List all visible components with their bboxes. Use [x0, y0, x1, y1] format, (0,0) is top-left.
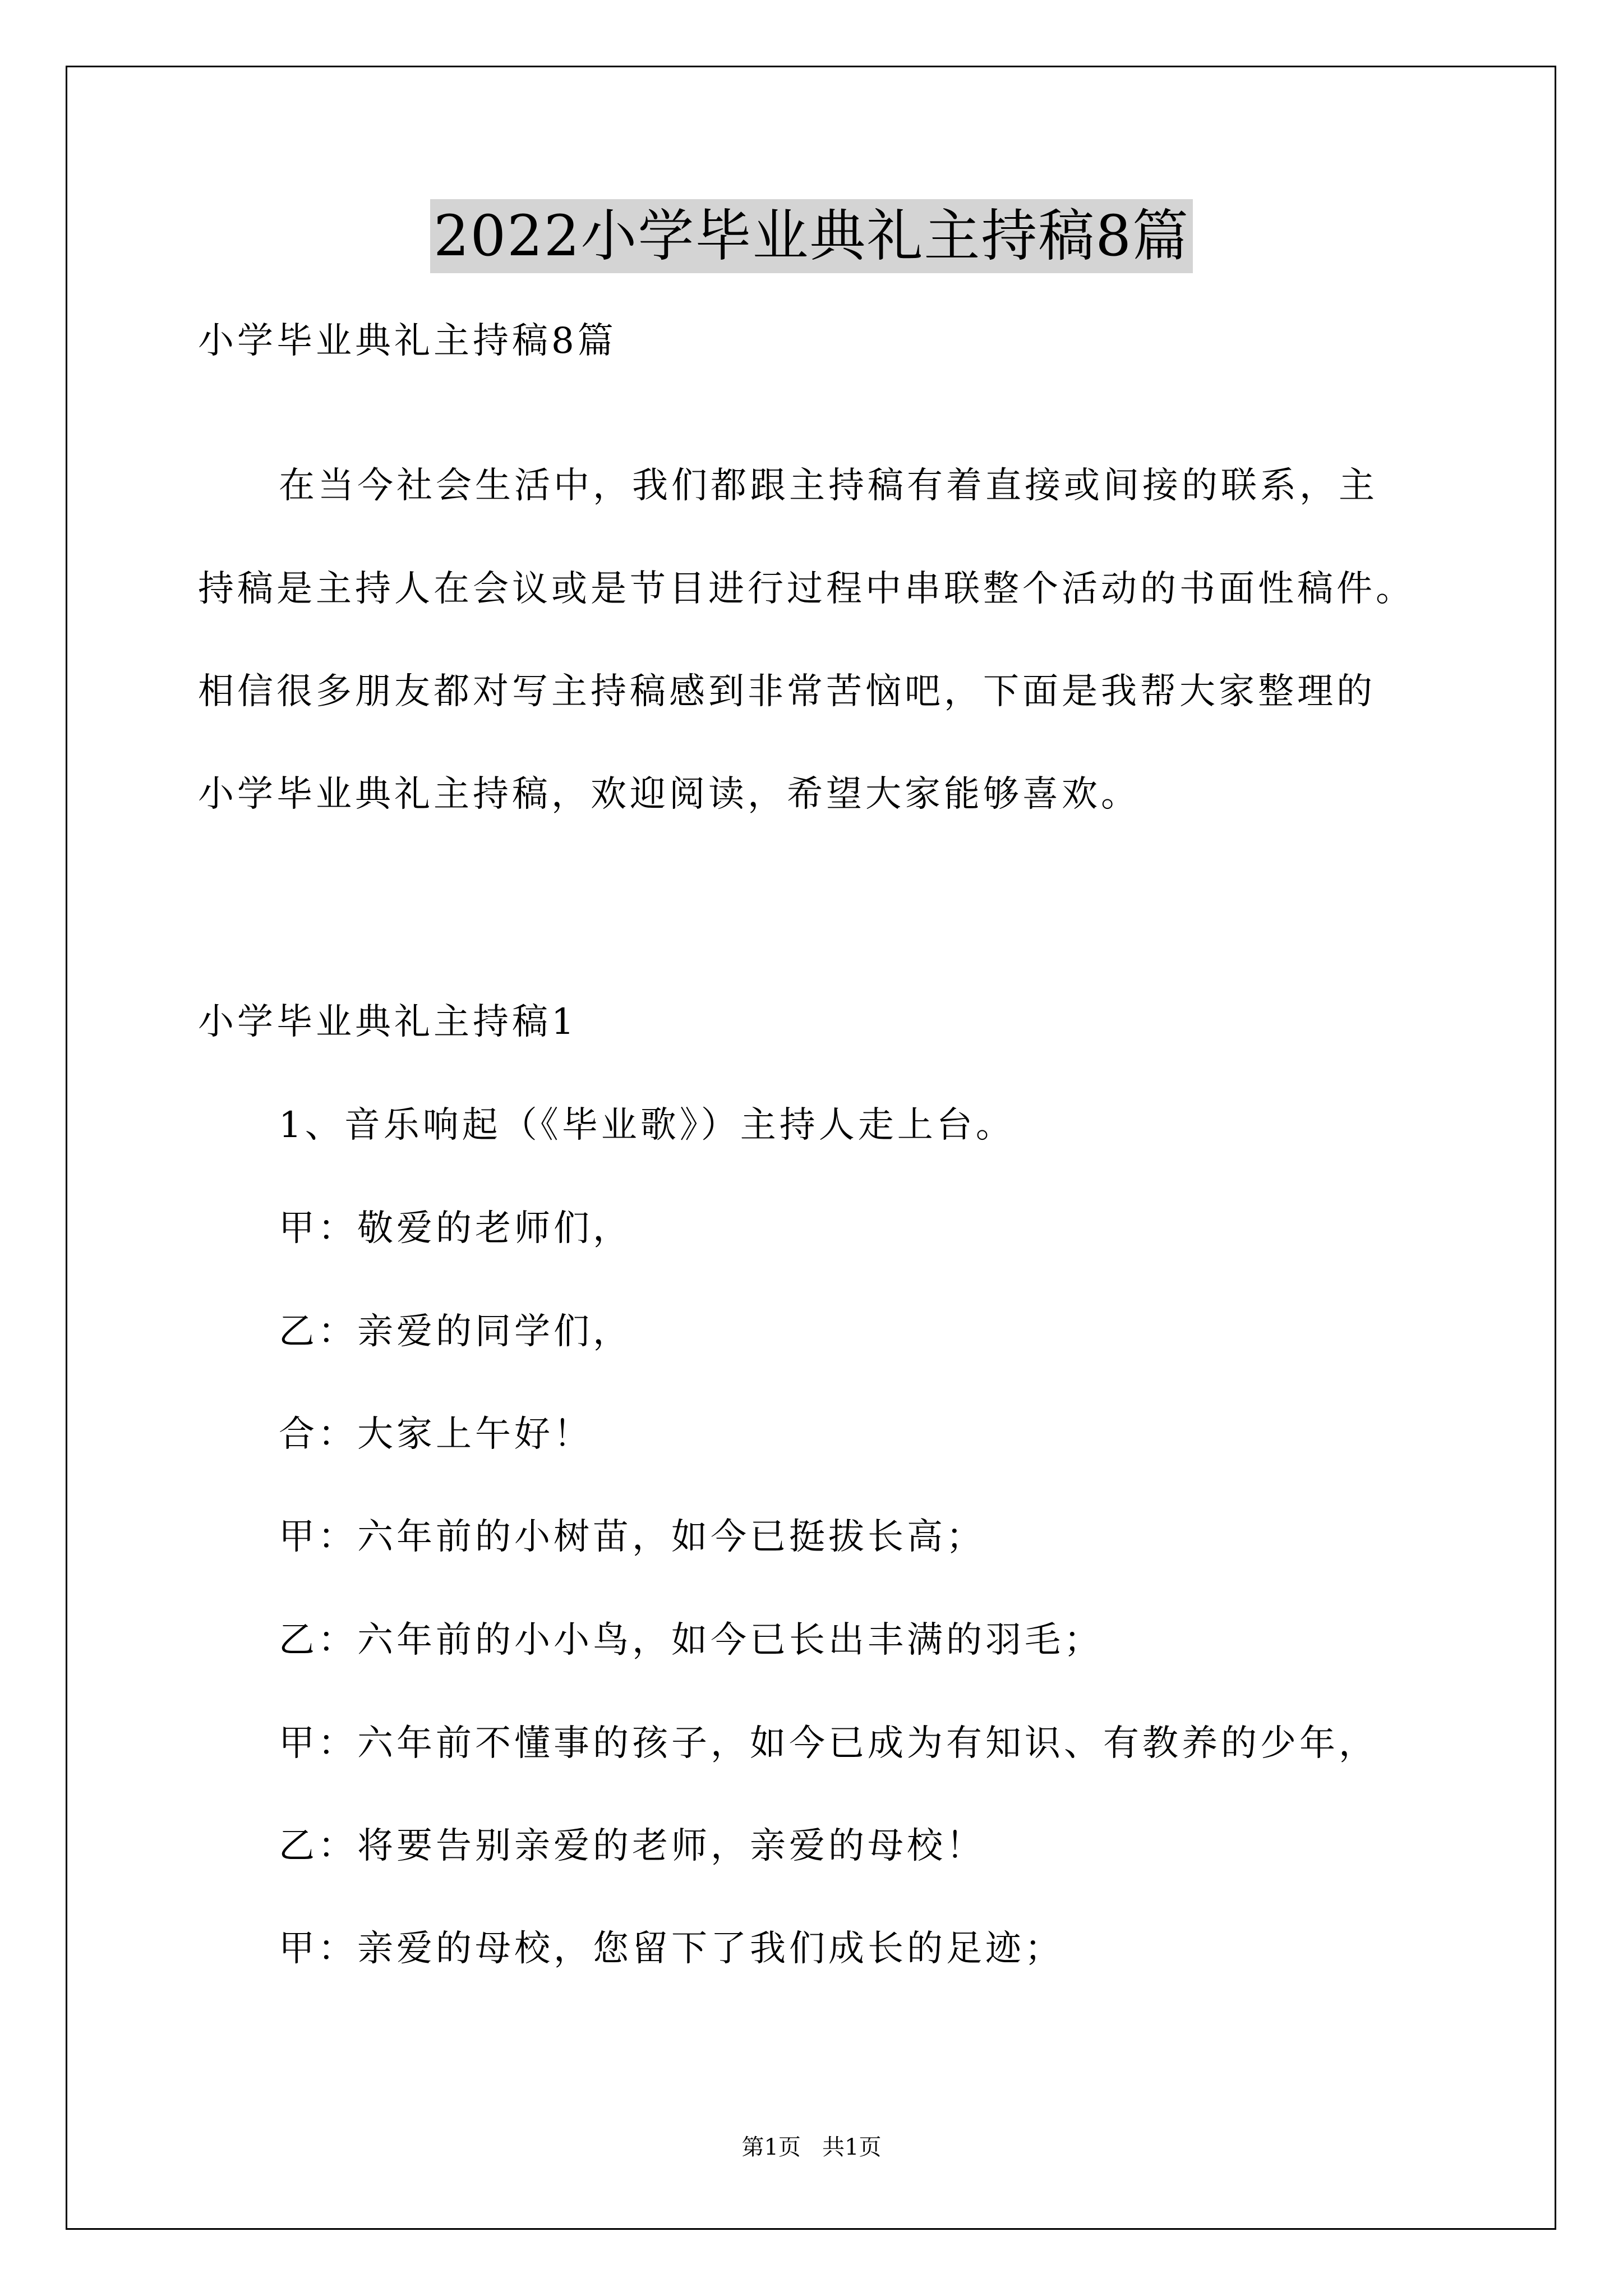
intro-paragraph-line: 在当今社会生活中，我们都跟主持稿有着直接或间接的联系，主	[279, 465, 1378, 507]
script-line: 甲：六年前的小树苗，如今已挺拔长高；	[279, 1516, 985, 1558]
script-line: 1、音乐响起（《毕业歌》）主持人走上台。	[279, 1105, 1015, 1146]
script-line: 甲：六年前不懂事的孩子，如今已成为有知识、有教养的少年，	[279, 1723, 1378, 1764]
script-line: 乙：将要告别亲爱的老师，亲爱的母校！	[279, 1825, 985, 1867]
script-line: 合：大家上午好！	[279, 1414, 593, 1455]
script-line: 乙：六年前的小小鸟，如今已长出丰满的羽毛；	[279, 1619, 1103, 1661]
title-container	[0, 199, 1623, 273]
intro-paragraph-line: 小学毕业典礼主持稿，欢迎阅读，希望大家能够喜欢。	[198, 774, 1140, 815]
page-border	[66, 66, 1556, 2230]
page-footer: 第1页 共1页	[741, 2134, 882, 2160]
script-line: 乙：亲爱的同学们，	[279, 1311, 632, 1352]
script-line: 甲：亲爱的母校，您留下了我们成长的足迹；	[279, 1928, 1064, 1970]
document-title: 2022小学毕业典礼主持稿8篇	[430, 199, 1193, 273]
section-heading: 小学毕业典礼主持稿1	[198, 1001, 578, 1043]
document-subtitle: 小学毕业典礼主持稿8篇	[198, 320, 617, 362]
intro-paragraph-line: 持稿是主持人在会议或是节目进行过程中串联整个活动的书面性稿件。	[198, 568, 1415, 610]
script-line: 甲：敬爱的老师们，	[279, 1208, 632, 1249]
intro-paragraph-line: 相信很多朋友都对写主持稿感到非常苦恼吧，下面是我帮大家整理的	[198, 671, 1376, 712]
